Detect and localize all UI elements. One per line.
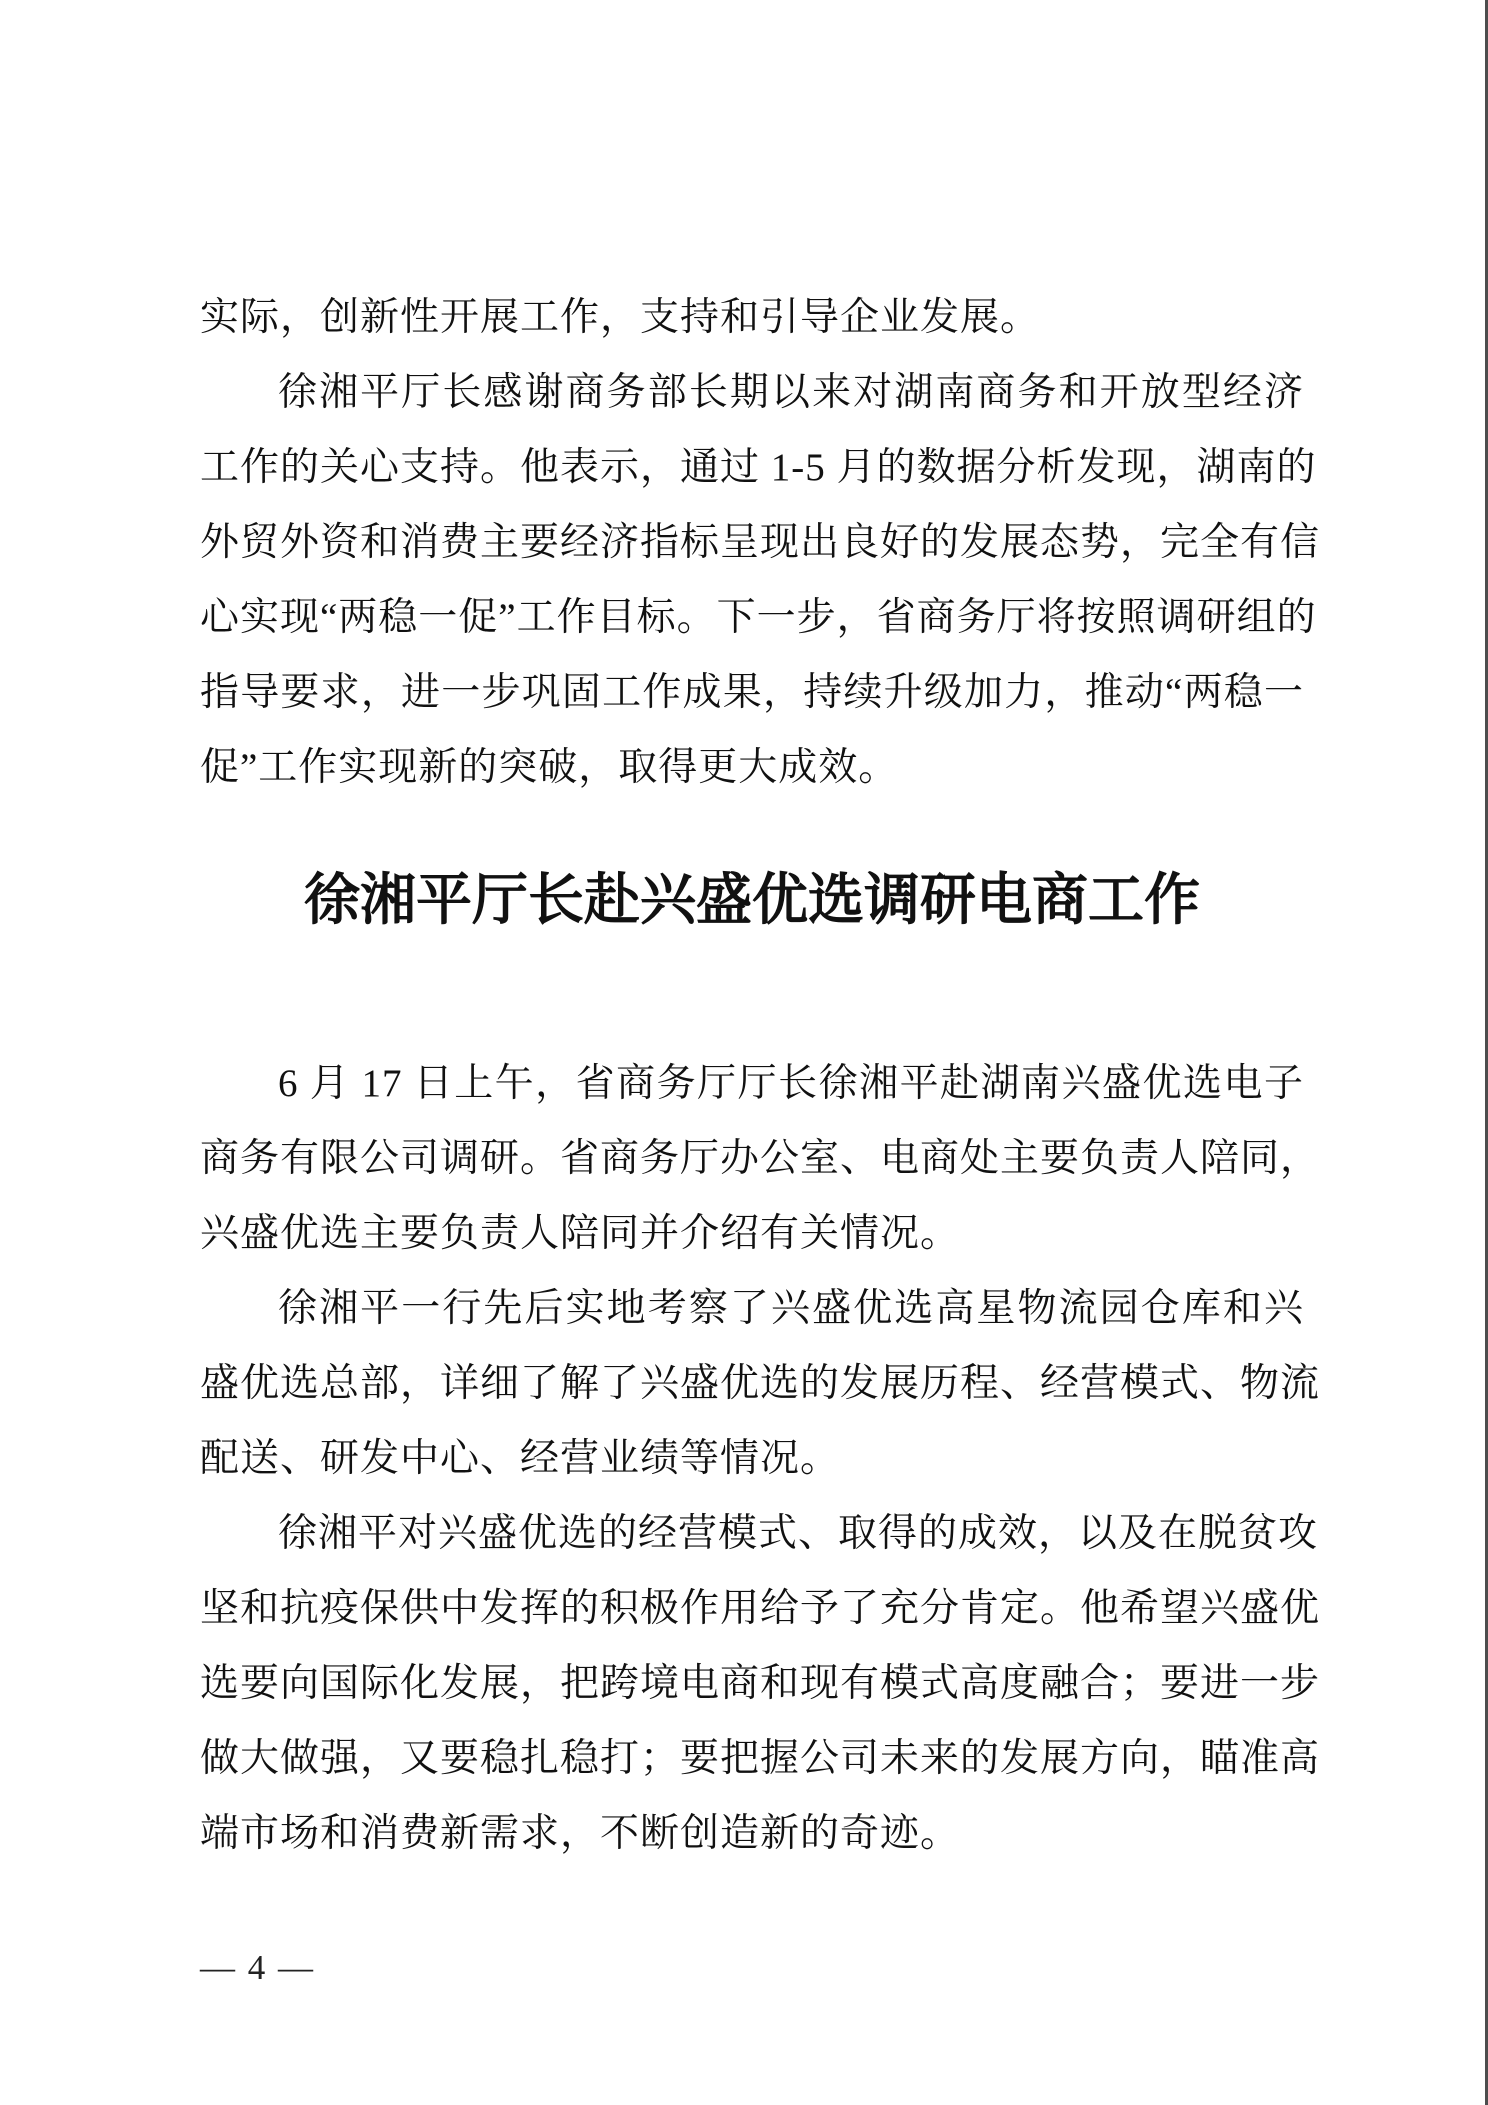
body-line: 实际，创新性开展工作，支持和引导企业发展。 bbox=[200, 296, 1041, 339]
body-line: 端市场和消费新需求，不断创造新的奇迹。 bbox=[200, 1812, 961, 1855]
page-number: — 4 — bbox=[200, 1948, 315, 1987]
body-line: 兴盛优选主要负责人陪同并介绍有关情况。 bbox=[200, 1212, 961, 1255]
body-line: 配送、研发中心、经营业绩等情况。 bbox=[200, 1437, 841, 1480]
body-line: 工作的关心支持。他表示，通过 1-5 月的数据分析发现，湖南的 bbox=[200, 446, 1317, 489]
article-title: 徐湘平厅长赴兴盛优选调研电商工作 bbox=[304, 870, 1200, 932]
article-body bbox=[200, 1046, 1321, 1871]
body-line: 促”工作实现新的突破，取得更大成效。 bbox=[200, 746, 899, 789]
body-line: 徐湘平厅长感谢商务部长期以来对湖南商务和开放型经济 bbox=[278, 371, 1304, 414]
body-line: 6 月 17 日上午，省商务厅厅长徐湘平赴湖南兴盛优选电子 bbox=[278, 1062, 1304, 1105]
body-line: 盛优选总部，详细了解了兴盛优选的发展历程、经营模式、物流 bbox=[200, 1362, 1321, 1405]
body-line: 指导要求，进一步巩固工作成果，持续升级加力，推动“两稳一 bbox=[200, 671, 1304, 714]
body-line: 坚和抗疫保供中发挥的积极作用给予了充分肯定。他希望兴盛优 bbox=[200, 1587, 1321, 1630]
body-line: 心实现“两稳一促”工作目标。下一步，省商务厅将按照调研组的 bbox=[200, 596, 1317, 639]
body-line: 外贸外资和消费主要经济指标呈现出良好的发展态势，完全有信 bbox=[200, 521, 1321, 564]
body-line: 选要向国际化发展，把跨境电商和现有模式高度融合；要进一步 bbox=[200, 1662, 1321, 1705]
body-line: 徐湘平一行先后实地考察了兴盛优选高星物流园仓库和兴 bbox=[278, 1287, 1304, 1330]
previous-article-body bbox=[200, 280, 1321, 805]
body-line: 做大做强，又要稳扎稳打；要把握公司未来的发展方向，瞄准高 bbox=[200, 1737, 1321, 1780]
body-line: 徐湘平对兴盛优选的经营模式、取得的成效，以及在脱贫攻 bbox=[278, 1512, 1319, 1555]
body-line: 商务有限公司调研。省商务厅办公室、电商处主要负责人陪同， bbox=[200, 1137, 1321, 1180]
